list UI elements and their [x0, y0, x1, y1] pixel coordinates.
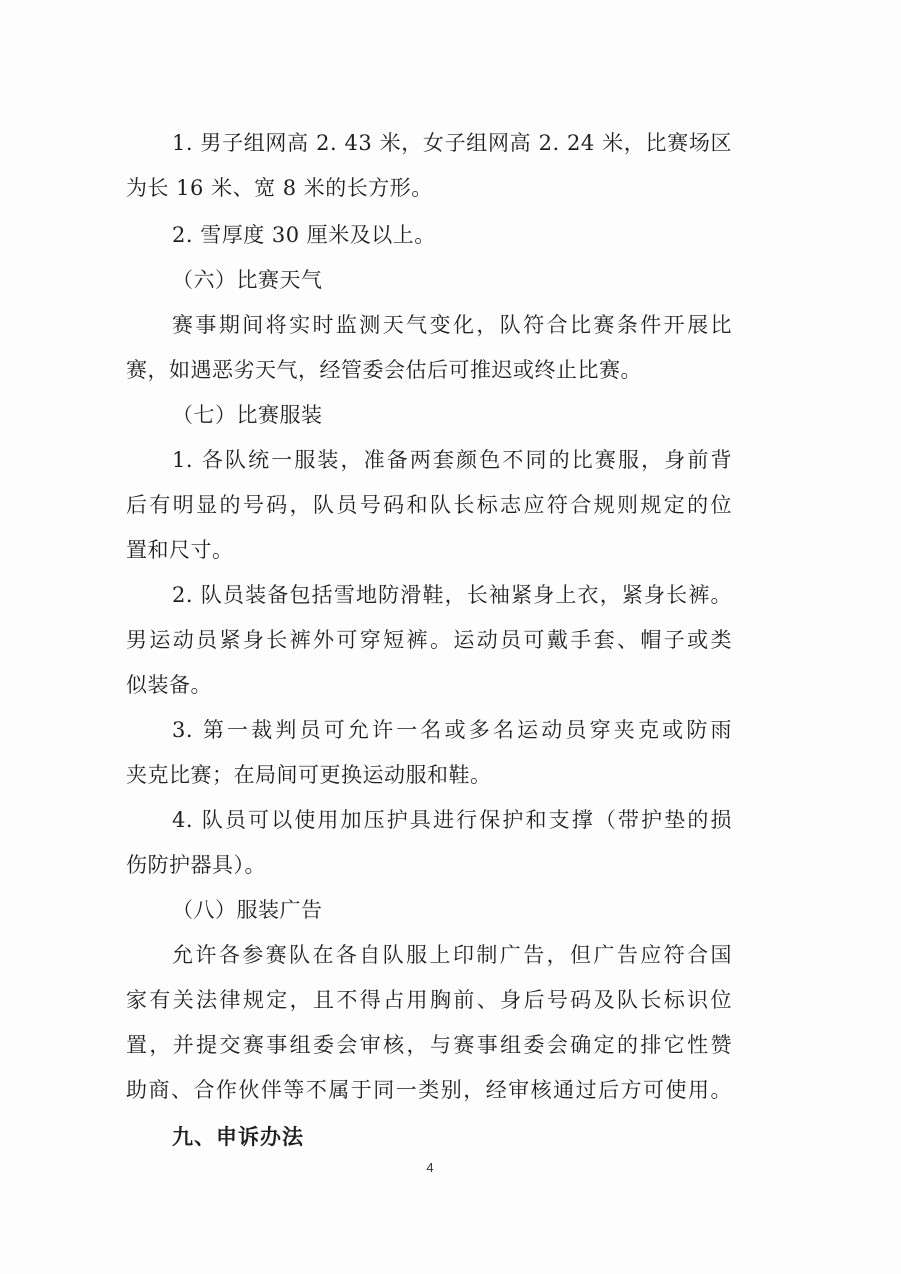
- text-line-5: 赛事期间将实时监测天气变化，队符合比赛条件开展比: [172, 313, 732, 337]
- text-line-6: 赛，如遇恶劣天气，经管委会估后可推迟或终止比赛。: [126, 358, 642, 382]
- text-line-14: 3. 第一裁判员可允许一名或多名运动员穿夹克或防雨: [172, 718, 732, 742]
- text-line-2: 为长 16 米、宽 8 米的长方形。: [126, 176, 433, 200]
- section-heading-ads: （八）服装广告: [172, 898, 323, 922]
- text-line-22: 助商、合作伙伴等不属于同一类别，经审核通过后方可使用。: [126, 1078, 732, 1102]
- text-line-21: 置，并提交赛事组委会审核，与赛事组委会确定的排它性赞: [126, 1033, 732, 1057]
- text-line-1: 1. 男子组网高 2. 43 米，女子组网高 2. 24 米，比赛场区: [172, 131, 732, 155]
- text-line-20: 家有关法律规定，且不得占用胸前、身后号码及队长标识位: [126, 988, 732, 1012]
- text-line-9: 后有明显的号码，队员号码和队长标志应符合规则规定的位: [126, 493, 732, 517]
- text-line-15: 夹克比赛；在局间可更换运动服和鞋。: [126, 763, 492, 787]
- section-heading-apparel: （七）比赛服装: [172, 403, 323, 427]
- text-line-12: 男运动员紧身长裤外可穿短裤。运动员可戴手套、帽子或类: [126, 628, 732, 652]
- section-heading-weather: （六）比赛天气: [172, 268, 323, 292]
- text-line-19: 允许各参赛队在各自队服上印制广告，但广告应符合国: [172, 943, 732, 967]
- section-heading-appeal: 九、申诉办法: [172, 1125, 304, 1149]
- text-line-13: 似装备。: [126, 673, 212, 697]
- text-line-10: 置和尺寸。: [126, 538, 234, 562]
- text-line-16: 4. 队员可以使用加压护具进行保护和支撑（带护垫的损: [172, 808, 732, 832]
- page-number: 4: [426, 1160, 434, 1175]
- text-line-17: 伤防护器具）。: [126, 853, 266, 877]
- text-line-3: 2. 雪厚度 30 厘米及以上。: [172, 223, 436, 247]
- text-line-11: 2. 队员装备包括雪地防滑鞋，长袖紧身上衣，紧身长裤。: [172, 583, 732, 607]
- text-line-8: 1. 各队统一服装，准备两套颜色不同的比赛服，身前背: [172, 448, 732, 472]
